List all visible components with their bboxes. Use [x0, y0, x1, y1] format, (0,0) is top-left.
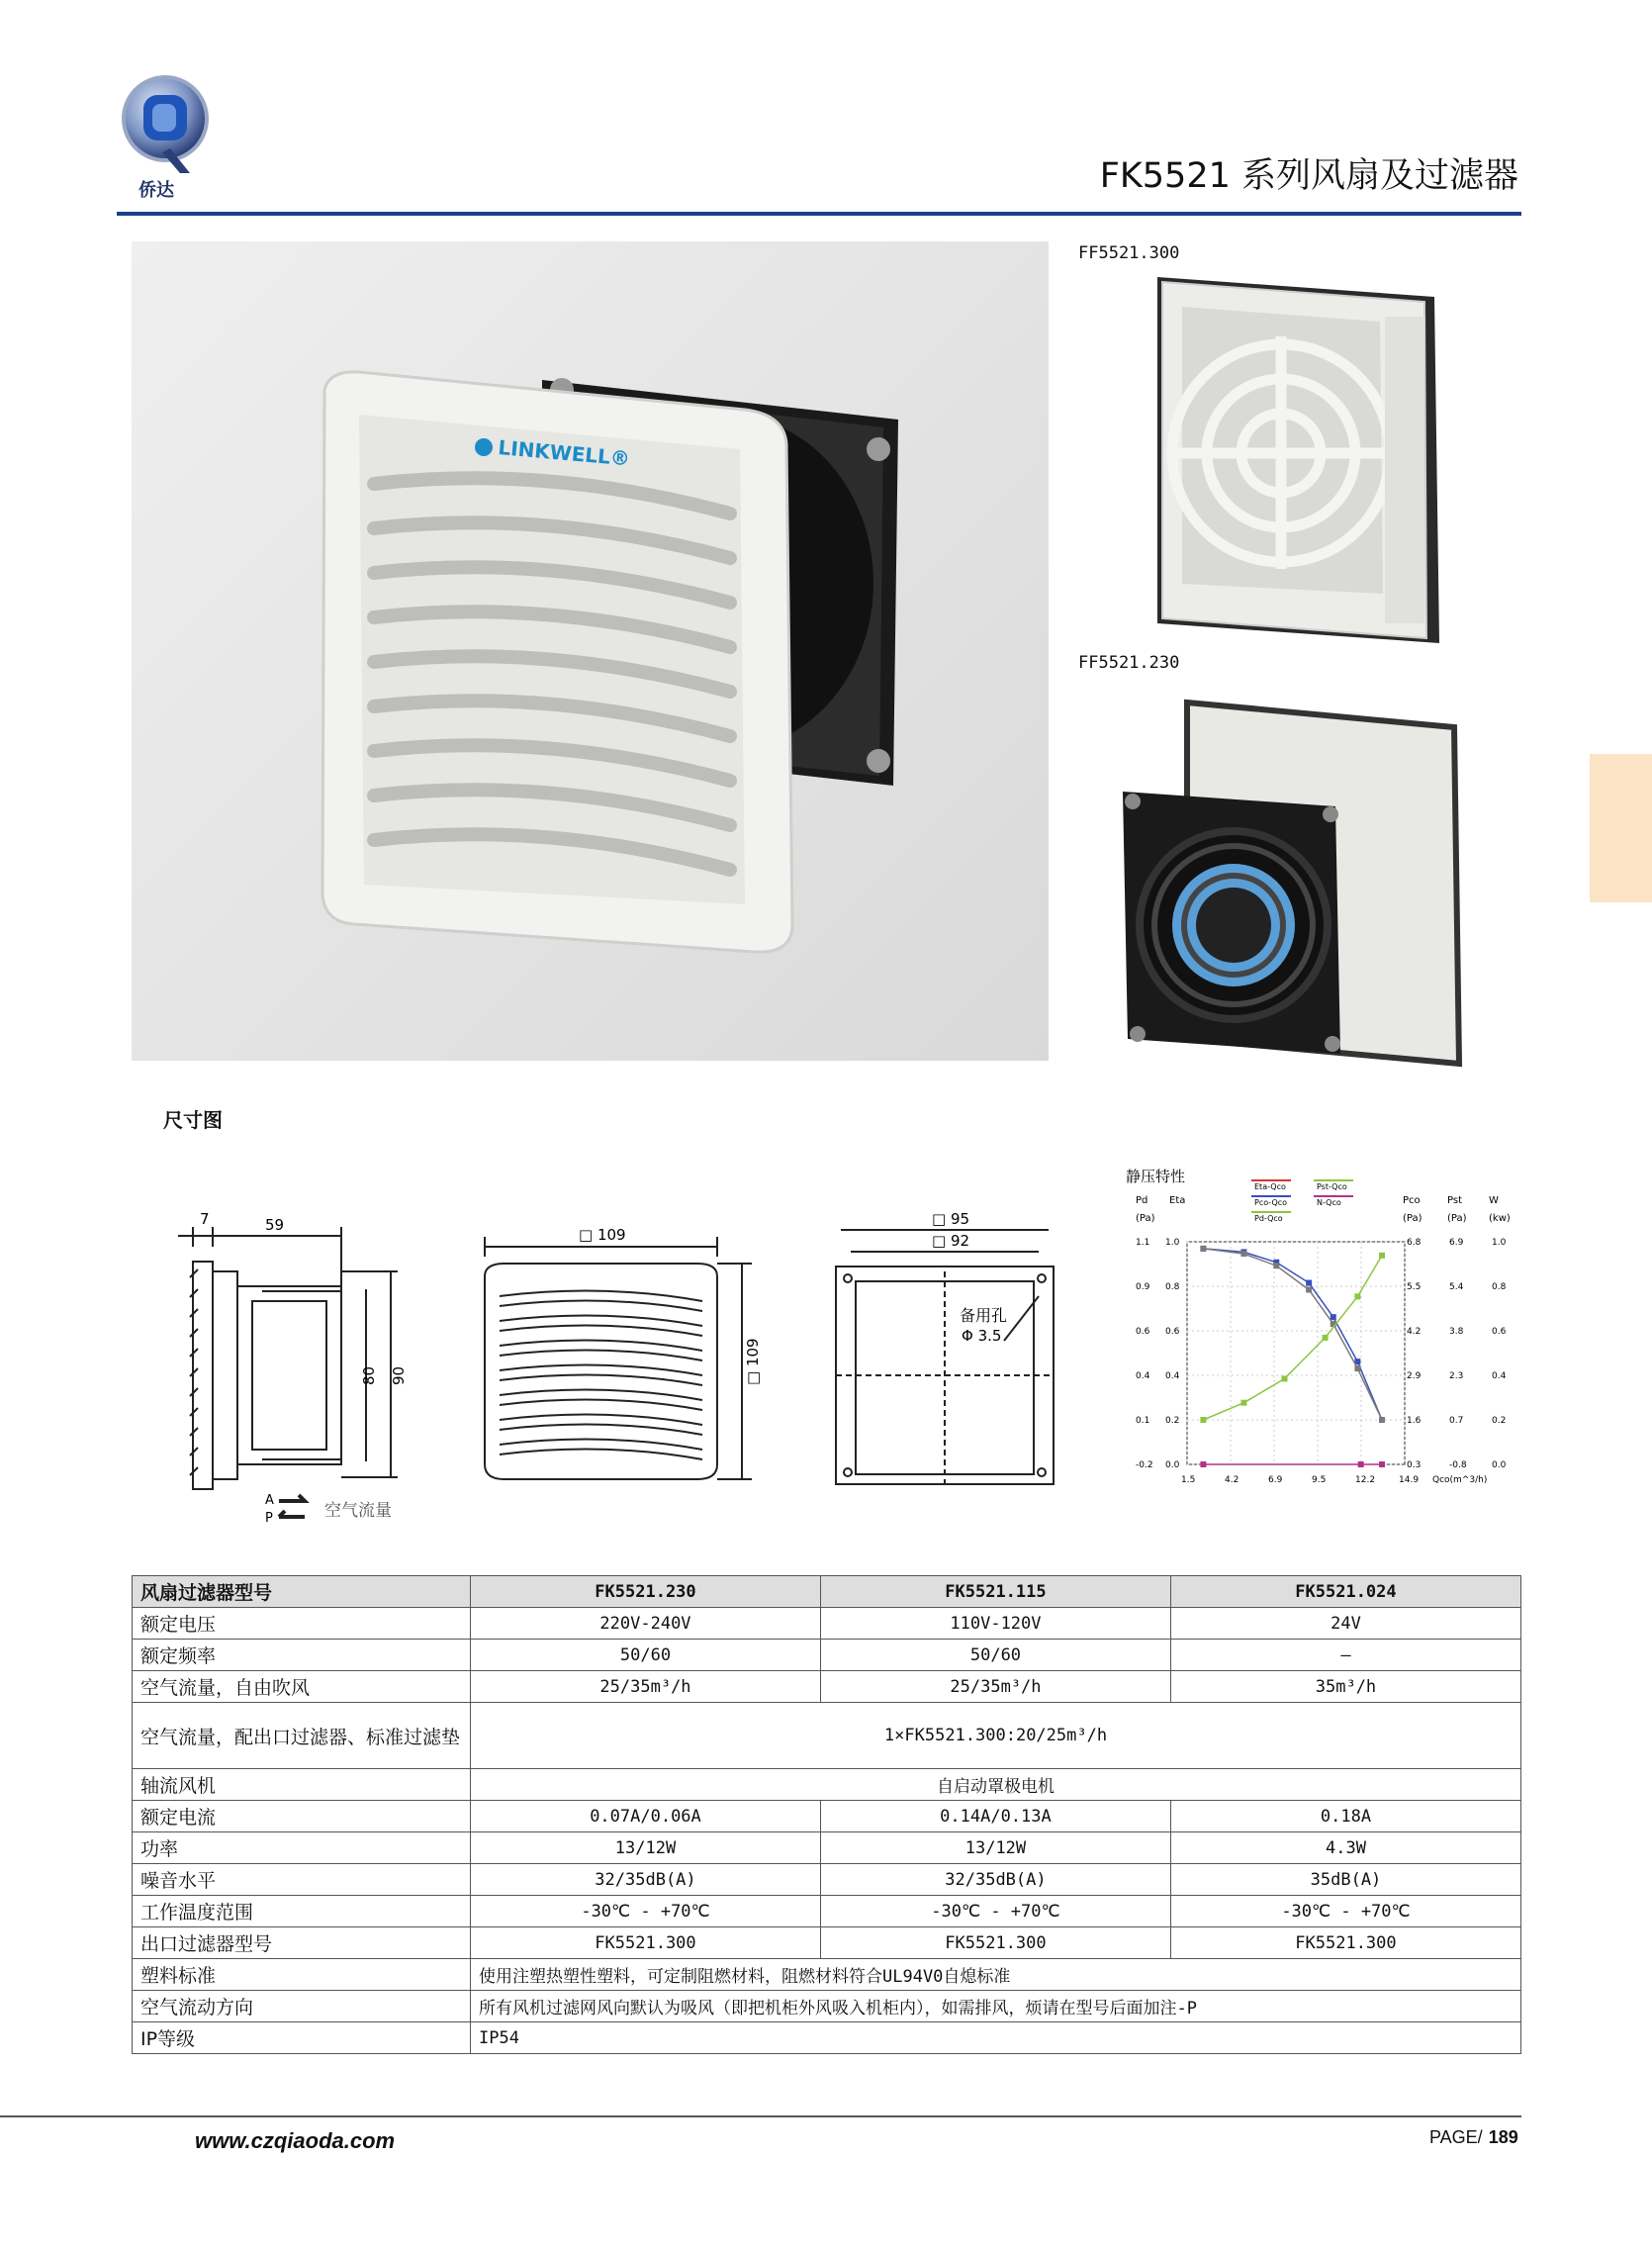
- series-point: [1200, 1461, 1206, 1467]
- filter-photo-ff5521-300: [1138, 267, 1464, 653]
- spec-row-label: 噪音水平: [133, 1864, 471, 1896]
- spec-row-value: 35m³/h: [1170, 1671, 1520, 1703]
- y-tick-label: 0.6: [1136, 1327, 1150, 1337]
- dim-95: □ 95: [932, 1210, 970, 1228]
- y-tick-label: 1.6: [1407, 1416, 1422, 1426]
- logo-text: 侨达: [138, 180, 174, 201]
- spare-hole-label: 备用孔: [960, 1306, 1008, 1325]
- series-point: [1354, 1365, 1360, 1371]
- legend-label: Eta-Qco: [1254, 1182, 1286, 1191]
- photo-caption-1: FF5521.300: [1078, 243, 1180, 263]
- y-tick-label: 0.6: [1492, 1327, 1507, 1337]
- dim-80: 80: [360, 1365, 378, 1385]
- dim-90: 90: [390, 1365, 408, 1385]
- label-p: P: [265, 1511, 273, 1526]
- front-view-drawing: [465, 1222, 762, 1489]
- y-tick-label: 0.8: [1492, 1282, 1507, 1292]
- footer-divider: [0, 2115, 1521, 2117]
- x-tick-label: 4.2: [1225, 1475, 1239, 1485]
- spec-row-value: 32/35dB(A): [820, 1864, 1170, 1896]
- dim-7: 7: [200, 1212, 210, 1228]
- label-a: A: [265, 1493, 274, 1508]
- company-logo: [111, 69, 220, 203]
- spec-row-value: FK5521.300: [1170, 1927, 1520, 1959]
- chart-title: 静压特性: [1126, 1168, 1186, 1185]
- spec-row-value: 50/60: [471, 1640, 821, 1671]
- flow-label: 空气流量: [324, 1501, 392, 1521]
- spec-row: [133, 1703, 1521, 1769]
- dim-height-109: □ 109: [744, 1338, 762, 1385]
- y-tick-label: -0.8: [1449, 1460, 1467, 1470]
- spec-row-value: 自启动罩极电机: [471, 1769, 1521, 1801]
- spec-row-value: -30℃ - +70℃: [471, 1896, 821, 1927]
- y-tick-label: 0.9: [1136, 1282, 1150, 1292]
- y-tick-label: 1.0: [1165, 1238, 1180, 1248]
- y-tick-label: 5.5: [1407, 1282, 1422, 1292]
- axis-label-pst: Pst: [1447, 1195, 1462, 1206]
- spec-row-value: 0.14A/0.13A: [820, 1801, 1170, 1832]
- spec-row-value: 35dB(A): [1170, 1864, 1520, 1896]
- series-point: [1358, 1461, 1364, 1467]
- side-view-drawing: [158, 1212, 435, 1529]
- page-label: PAGE/: [1429, 2127, 1483, 2147]
- hole-diameter: Φ 3.5: [962, 1327, 1002, 1345]
- page-number-value: 189: [1488, 2127, 1518, 2147]
- spec-row-value: 4.3W: [1170, 1832, 1520, 1864]
- spec-row-value: FK5521.300: [471, 1927, 821, 1959]
- spec-row-value: IP54: [471, 2022, 1521, 2054]
- y-tick-label: 6.9: [1449, 1238, 1464, 1248]
- spec-row-value: -30℃ - +70℃: [1170, 1896, 1520, 1927]
- side-tab: [1590, 754, 1652, 902]
- y-tick-label: 0.2: [1165, 1416, 1180, 1426]
- spec-row-label: 额定电流: [133, 1801, 471, 1832]
- header-divider: [117, 212, 1521, 216]
- axis-label-w: W: [1489, 1195, 1499, 1206]
- fan-photo-ff5521-230: [1113, 698, 1469, 1069]
- y-tick-label: 0.7: [1449, 1416, 1464, 1426]
- brand-label: LINKWELL®: [497, 435, 631, 471]
- spec-row-label: 工作温度范围: [133, 1896, 471, 1927]
- y-tick-label: 0.0: [1492, 1460, 1507, 1470]
- series-line: [1203, 1249, 1382, 1420]
- spec-header-row: [133, 1576, 1521, 1608]
- spec-row-value: 25/35m³/h: [471, 1671, 821, 1703]
- series-point: [1306, 1280, 1312, 1286]
- y-tick-label: -0.2: [1136, 1460, 1153, 1470]
- spec-row-label: 额定电压: [133, 1608, 471, 1640]
- axis-unit-w: (kw): [1489, 1213, 1511, 1224]
- axis-unit-pd: (Pa): [1136, 1213, 1155, 1224]
- spec-row-label: IP等级: [133, 2022, 471, 2054]
- cutout-drawing: [821, 1202, 1078, 1489]
- legend-label: Pco-Qco: [1254, 1198, 1288, 1207]
- x-axis-label: Qco(m^3/h): [1432, 1475, 1488, 1485]
- series-point: [1379, 1417, 1385, 1423]
- series-point: [1282, 1375, 1288, 1381]
- y-tick-label: 3.8: [1449, 1327, 1464, 1337]
- series-point: [1323, 1335, 1329, 1341]
- spec-row-value: 32/35dB(A): [471, 1864, 821, 1896]
- spec-header-label: 风扇过滤器型号: [133, 1576, 471, 1608]
- y-tick-label: 0.2: [1492, 1416, 1507, 1426]
- spec-row: [133, 1769, 1521, 1801]
- spec-row-value: 50/60: [820, 1640, 1170, 1671]
- spec-row-value: 所有风机过滤网风向默认为吸风（即把机柜外风吸入机柜内），如需排风，烦请在型号后面加注-P: [471, 1991, 1521, 2022]
- spec-row: [133, 1801, 1521, 1832]
- series-point: [1379, 1253, 1385, 1259]
- dimensions-title: 尺寸图: [163, 1108, 223, 1132]
- page-title: FK5521 系列风扇及过滤器: [1099, 156, 1518, 196]
- y-tick-label: 0.1: [1136, 1416, 1150, 1426]
- spec-row-value: 110V-120V: [820, 1608, 1170, 1640]
- y-tick-label: 1.1: [1136, 1238, 1150, 1248]
- axis-label-pco: Pco: [1403, 1195, 1421, 1206]
- spec-row-value: 1×FK5521.300:20/25m³/h: [471, 1703, 1521, 1769]
- y-tick-label: 4.2: [1407, 1327, 1422, 1337]
- series-point: [1331, 1314, 1336, 1320]
- spec-header-model: FK5521.115: [820, 1576, 1170, 1608]
- y-tick-label: 5.4: [1449, 1282, 1464, 1292]
- y-tick-label: 2.3: [1449, 1371, 1464, 1381]
- y-tick-label: 0.0: [1165, 1460, 1180, 1470]
- spec-row-label: 额定频率: [133, 1640, 471, 1671]
- static-pressure-chart: [1118, 1168, 1518, 1504]
- spec-row-value: –: [1170, 1640, 1520, 1671]
- x-tick-label: 12.2: [1355, 1475, 1376, 1485]
- spec-row: [133, 1959, 1521, 1991]
- legend-label: Pst-Qco: [1317, 1182, 1347, 1191]
- dim-59: 59: [265, 1216, 285, 1234]
- dim-width-109: □ 109: [579, 1226, 626, 1244]
- spec-row-value: 0.18A: [1170, 1801, 1520, 1832]
- website-url: www.czqiaoda.com: [195, 2128, 396, 2153]
- spec-table: [132, 1575, 1521, 2054]
- spec-row: [133, 1640, 1521, 1671]
- spec-row-value: 13/12W: [471, 1832, 821, 1864]
- legend-label: Pd-Qco: [1254, 1214, 1283, 1223]
- spec-header-model: FK5521.230: [471, 1576, 821, 1608]
- axis-label-eta: Eta: [1169, 1195, 1186, 1206]
- spec-row-value: 25/35m³/h: [820, 1671, 1170, 1703]
- y-tick-label: 0.4: [1165, 1371, 1180, 1381]
- spec-row-value: 0.07A/0.06A: [471, 1801, 821, 1832]
- spec-row-label: 功率: [133, 1832, 471, 1864]
- y-tick-label: 0.4: [1492, 1371, 1507, 1381]
- spec-row-value: 13/12W: [820, 1832, 1170, 1864]
- spec-row-value: 220V-240V: [471, 1608, 821, 1640]
- spec-row: [133, 1832, 1521, 1864]
- spec-row-label: 空气流量，配出口过滤器、标准过滤垫: [133, 1703, 471, 1769]
- axis-label-pd: Pd: [1136, 1195, 1148, 1206]
- spec-row-label: 轴流风机: [133, 1769, 471, 1801]
- x-tick-label: 6.9: [1268, 1475, 1283, 1485]
- axis-unit-pst: (Pa): [1447, 1213, 1467, 1224]
- y-tick-label: 2.9: [1407, 1371, 1422, 1381]
- spec-row: [133, 1671, 1521, 1703]
- y-tick-label: 0.3: [1407, 1460, 1422, 1470]
- x-tick-label: 1.5: [1181, 1475, 1196, 1485]
- spec-header-model: FK5521.024: [1170, 1576, 1520, 1608]
- series-point: [1354, 1293, 1360, 1299]
- spec-row-value: -30℃ - +70℃: [820, 1896, 1170, 1927]
- y-tick-label: 0.8: [1165, 1282, 1180, 1292]
- series-point: [1306, 1286, 1312, 1292]
- y-tick-label: 1.0: [1492, 1238, 1507, 1248]
- spec-row: [133, 2022, 1521, 2054]
- page-number: [1429, 2127, 1518, 2148]
- spec-row-label: 塑料标准: [133, 1959, 471, 1991]
- spec-row-label: 空气流动方向: [133, 1991, 471, 2022]
- photo-caption-2: FF5521.230: [1078, 653, 1180, 673]
- dim-92: □ 92: [932, 1232, 970, 1250]
- spec-row-value: FK5521.300: [820, 1927, 1170, 1959]
- series-point: [1200, 1246, 1206, 1252]
- series-point: [1240, 1251, 1246, 1257]
- y-tick-label: 0.6: [1165, 1327, 1180, 1337]
- spec-row: [133, 1896, 1521, 1927]
- series-point: [1200, 1417, 1206, 1423]
- x-tick-label: 14.9: [1399, 1475, 1420, 1485]
- spec-row-value: 使用注塑热塑性塑料，可定制阻燃材料，阻燃材料符合UL94V0自熄标准: [471, 1959, 1521, 1991]
- spec-row: [133, 1991, 1521, 2022]
- main-product-photo: [132, 241, 1049, 1061]
- spec-row-label: 空气流量，自由吹风: [133, 1671, 471, 1703]
- x-tick-label: 9.5: [1312, 1475, 1327, 1485]
- legend-label: N-Qco: [1317, 1198, 1341, 1207]
- spec-row: [133, 1608, 1521, 1640]
- y-tick-label: 6.8: [1407, 1238, 1422, 1248]
- axis-unit-pco: (Pa): [1403, 1213, 1423, 1224]
- series-line: [1203, 1249, 1382, 1420]
- spec-row-value: 24V: [1170, 1608, 1520, 1640]
- spec-row: [133, 1927, 1521, 1959]
- y-tick-label: 0.4: [1136, 1371, 1150, 1381]
- series-point: [1273, 1263, 1279, 1268]
- spec-row: [133, 1864, 1521, 1896]
- spec-row-label: 出口过滤器型号: [133, 1927, 471, 1959]
- series-point: [1240, 1400, 1246, 1406]
- series-point: [1379, 1461, 1385, 1467]
